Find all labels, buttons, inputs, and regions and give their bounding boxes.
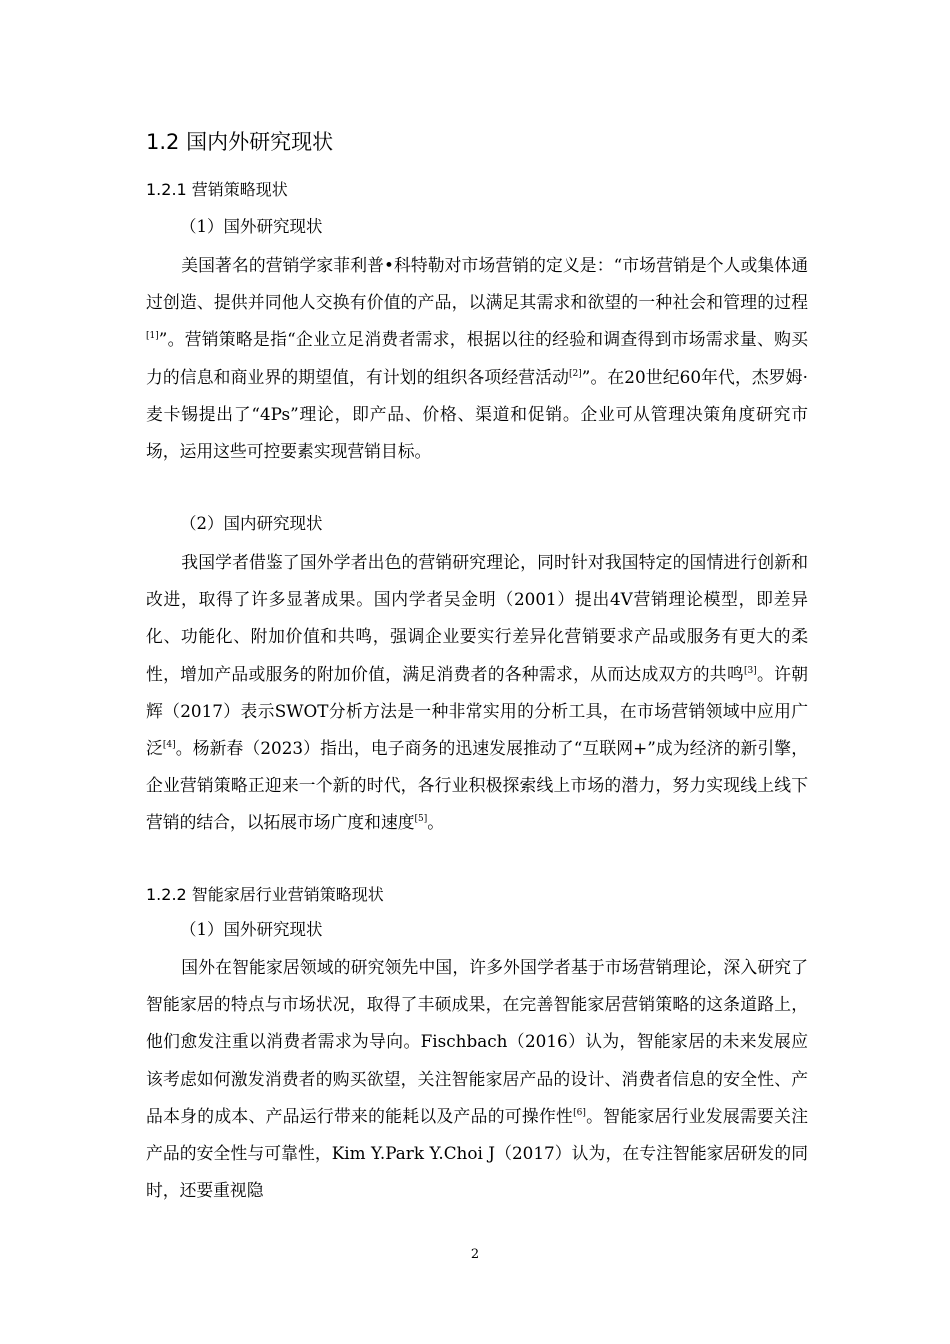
citation-ref: [5] — [414, 814, 428, 825]
part-label-foreign-1: （1）国外研究现状 — [180, 217, 323, 236]
part-label-domestic-1: （2）国内研究现状 — [180, 514, 323, 533]
subsection-heading-1-2-1: 1.2.1 营销策略现状 — [146, 180, 288, 199]
part-label-foreign-2: （1）国外研究现状 — [180, 920, 323, 939]
page-number: 2 — [470, 1247, 480, 1262]
paragraph-foreign-marketing: 美国著名的营销学家菲利普•科特勒对市场营销的定义是：“市场营销是个人或集体通过创造、提供并同他人交换有价值的产品，以满足其需求和欲望的一种社会和管理的过程[1]”。营销策略是指“企业立足消费者需求，根据以往的经验和调查得到市场需求量、购买力的信息和商业界的期望值，有计划的组织各项经营活动[2]”。在20世纪60年代，杰罗姆·麦卡锡提出了“4Ps”理论，即产品、价格、渠道和促销。企业可从管理决策角度研究市场，运用这些可控要素实现营销目标。 — [146, 255, 808, 462]
section-heading: 1.2 国内外研究现状 — [146, 130, 334, 154]
paragraph-domestic-marketing: 我国学者借鉴了国外学者出色的营销研究理论，同时针对我国特定的国情进行创新和改进，取得了许多显著成果。国内学者吴金明（2001）提出4V营销理论模型，即差异化、功能化、附加价值和共鸣，强调企业要实行差异化营销要求产品或服务有更大的柔性，增加产品或服务的附加价值，满足消费者的各种需求，从而达成双方的共鸣[3]。许朝辉（2017）表示SWOT分析方法是一种非常实用的分析工具，在市场营销领域中应用广泛[4]。杨新春（2023）指出，电子商务的迅速发展推动了“互联网+”成为经济的新引擎，企业营销策略正迎来一个新的时代，各行业积极探索线上市场的潜力，努力实现线上线下营销的结合，以拓展市场广度和速度[5]。 — [146, 552, 808, 833]
citation-ref: [3] — [743, 665, 757, 676]
citation-ref: [1] — [146, 331, 159, 342]
citation-ref: [2] — [569, 368, 582, 379]
subsection-heading-1-2-2: 1.2.2 智能家居行业营销策略现状 — [146, 885, 384, 904]
citation-ref: [4] — [162, 740, 176, 751]
citation-ref: [6] — [573, 1107, 586, 1118]
paragraph-foreign-smart-home: 国外在智能家居领域的研究领先中国，许多外国学者基于市场营销理论，深入研究了智能家居的特点与市场状况，取得了丰硕成果，在完善智能家居营销策略的这条道路上，他们愈发注重以消费者需求为导向。Fischbach（2016）认为，智能家居的未来发展应该考虑如何激发消费者的购买欲望，关注智能家居产品的设计、消费者信息的安全性、产品本身的成本、产品运行带来的能耗以及产品的可操作性[6]。智能家居行业发展需要关注产品的安全性与可靠性，Kim Y.Park Y.Choi J（2017）认为，在专注智能家居研发的同时，还要重视隐 — [146, 957, 808, 1201]
